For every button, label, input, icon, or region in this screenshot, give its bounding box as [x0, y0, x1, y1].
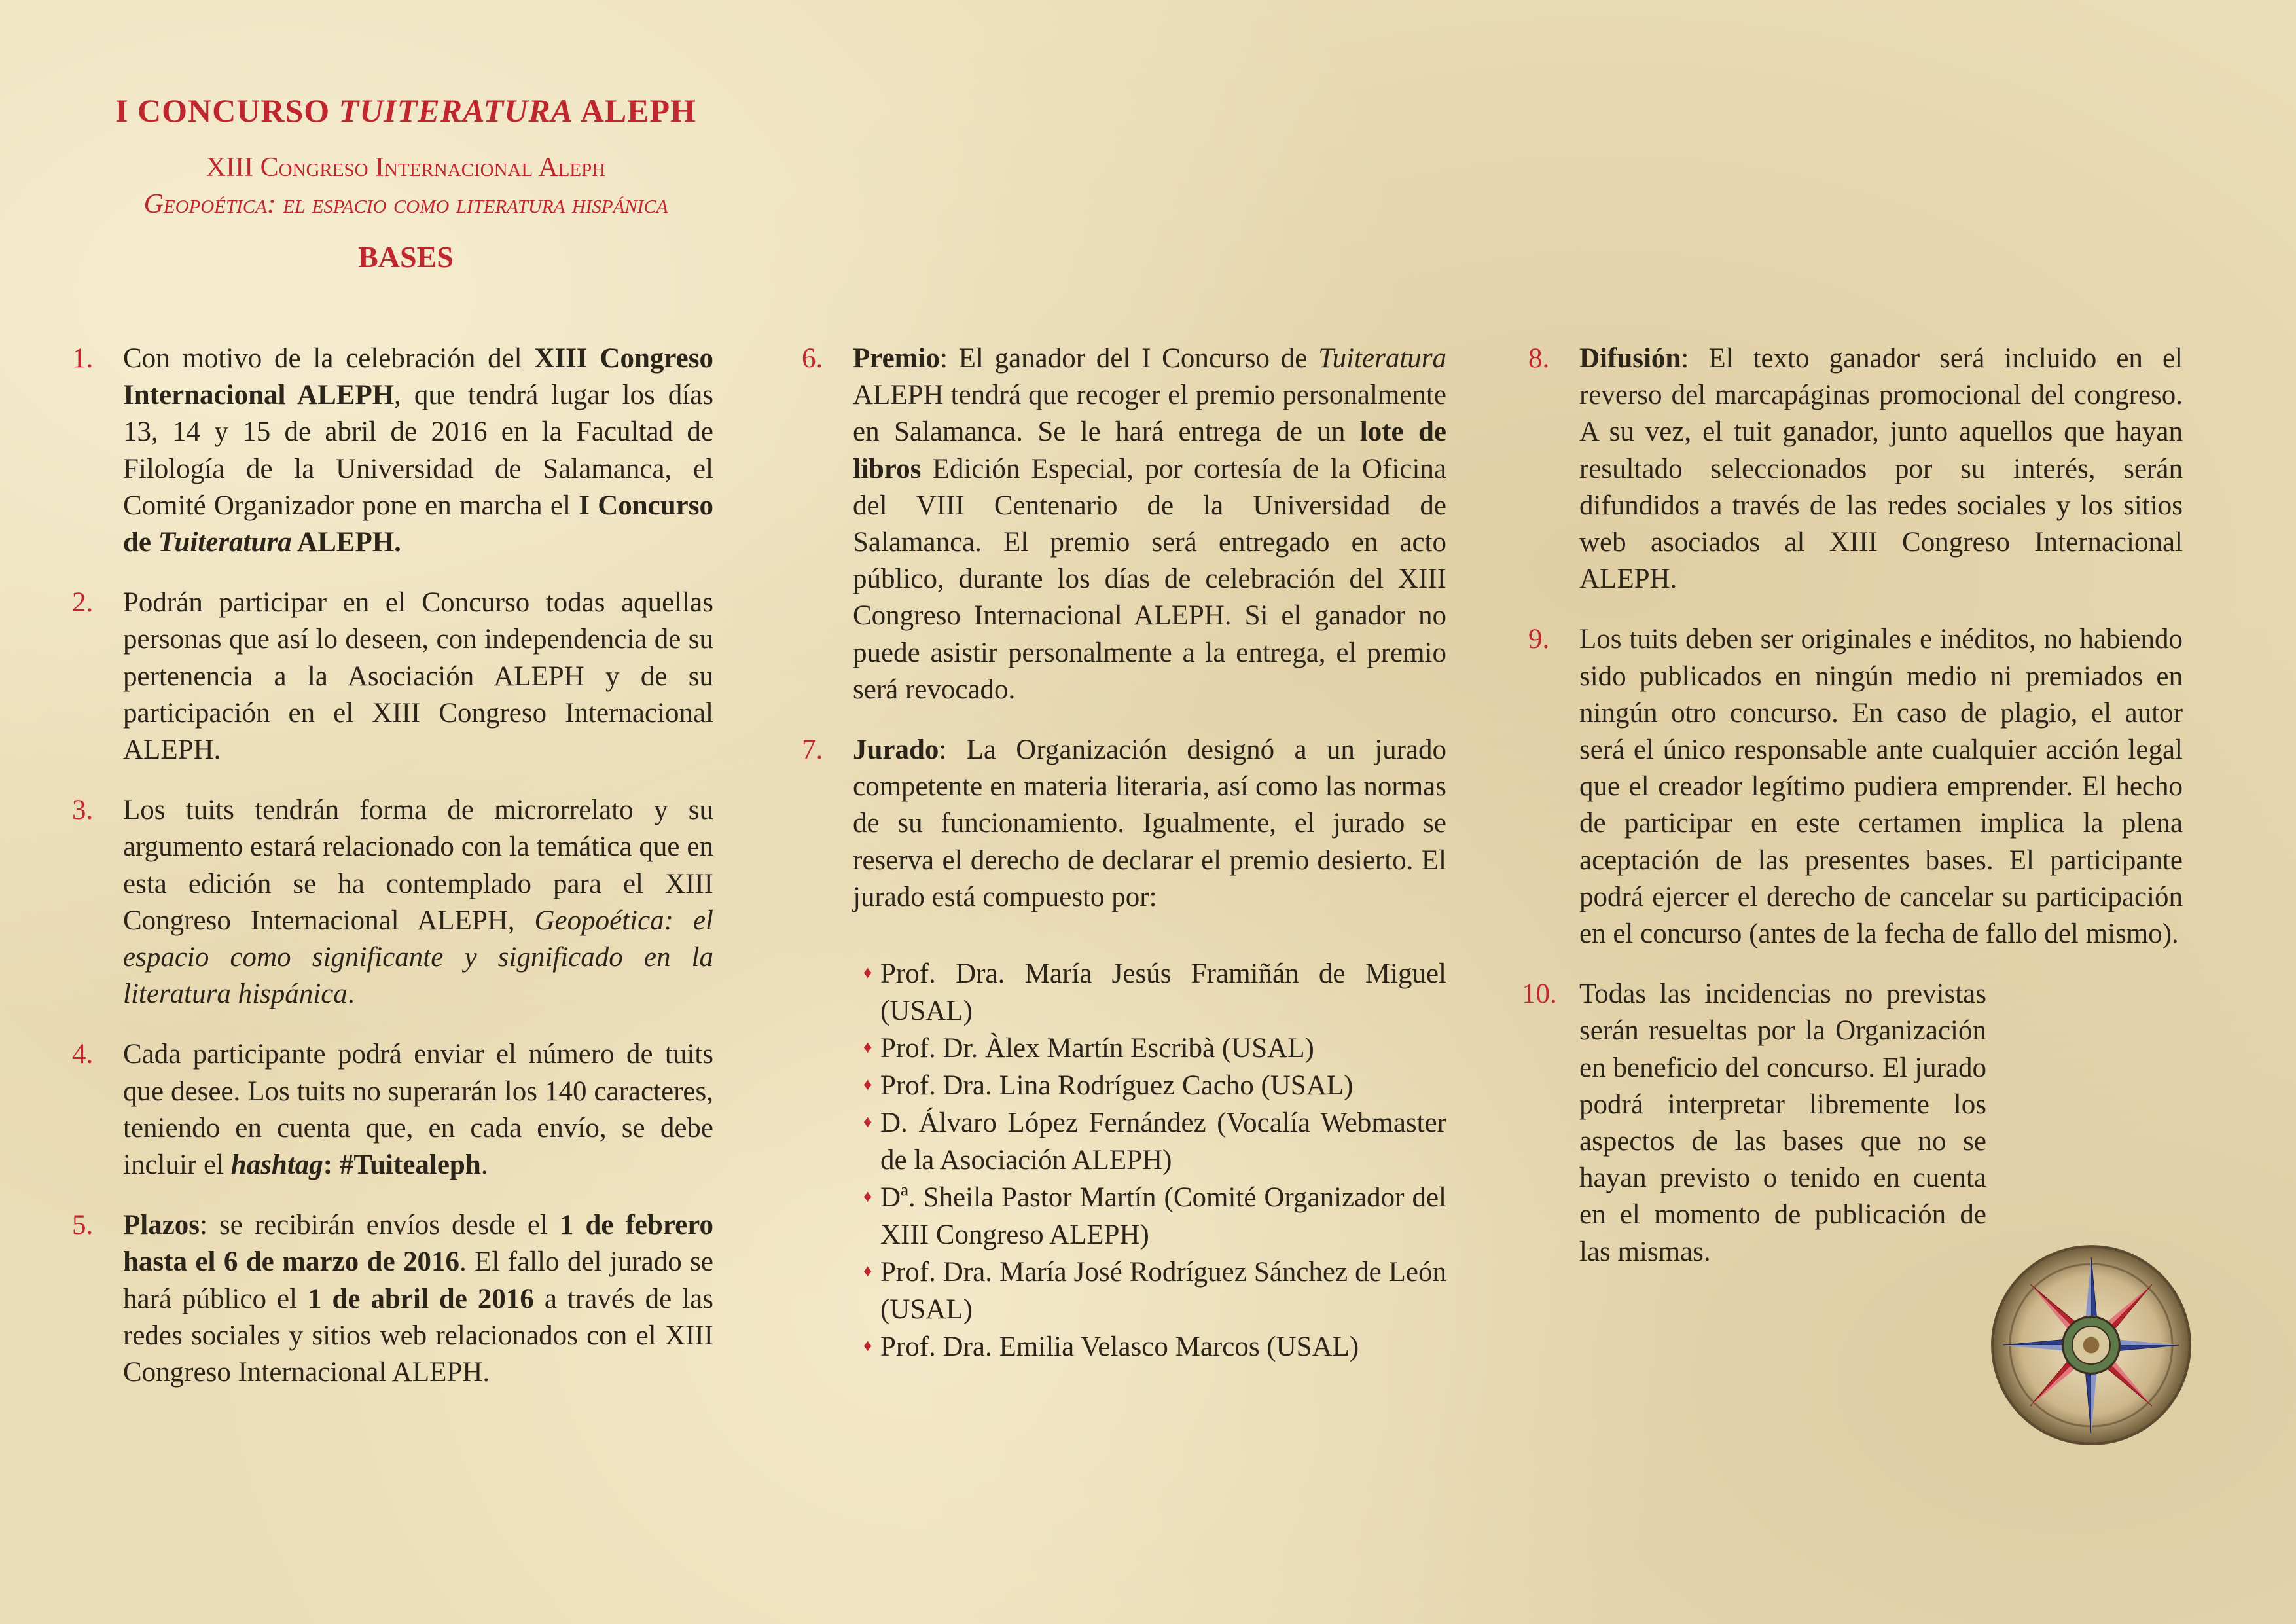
contest-title: I CONCURSO TUITERATURA ALEPH [115, 92, 696, 129]
bases-heading: BASES [358, 240, 454, 274]
column-1 [72, 340, 713, 1415]
jury-member: ♦ Prof. Dra. Emilia Velasco Marcos (USAL) [853, 1328, 1446, 1365]
rule-item-9: 9. Los tuits deben ser originales e inéditos, no habiendo sido publicados en ningún medio ni premiados en ningún otro concurso. En caso de plagio, el autor será el único responsable ante cualquier acción legal que el creador legítimo pudiera emprender. El hecho de participar en este certamen implica la plena aceptación de las presentes bases. El participante podrá ejercer el derecho de cancelar su participación en el concurso (antes de la fecha de fallo del mismo). [1528, 621, 2183, 952]
jury-member: ♦ Prof. Dr. Àlex Martín Escribà (USAL) [853, 1030, 1446, 1067]
rule-item-4: 4. Cada participante podrá enviar el número de tuits que desee. Los tuits no superarán los 140 caracteres, teniendo en cuenta que, en cada envío, se debe incluir el hashtag: #Tuitealeph. [72, 1036, 713, 1183]
jury-member: ♦ Prof. Dra. María José Rodríguez Sánchez de León (USAL) [853, 1254, 1446, 1328]
header [92, 92, 720, 274]
jury-member: ♦ Dª. Sheila Pastor Martín (Comité Organizador del XIII Congreso ALEPH) [853, 1179, 1446, 1254]
rule-item-1: 1. Con motivo de la celebración del XIII Congreso Internacional ALEPH, que tendrá lugar los días 13, 14 y 15 de abril de 2016 en la Facultad de Filología de la Universidad de Salamanca, el Comité Organizador pone en marcha el I Concurso de Tuiteratura ALEPH. [72, 340, 713, 561]
jury-member: ♦ Prof. Dra. María Jesús Framiñán de Miguel (USAL) [853, 955, 1446, 1030]
rule-item-8: 8. Difusión: El texto ganador será incluido en el reverso del marcapáginas promocional del congreso. A su vez, el tuit ganador, junto aquellos que hayan resultado seleccionados por su interés, serán difundidos a través de las redes sociales y los sitios web asociados al XIII Congreso Internacional ALEPH. [1528, 340, 2183, 598]
rule-item-5: 5. Plazos: se recibirán envíos desde el 1 de febrero hasta el 6 de marzo de 2016. El fallo del jurado se hará público el 1 de abril de 2016 a través de las redes sociales y sitios web relacionados con el XIII Congreso Internacional ALEPH. [72, 1207, 713, 1391]
congress-theme: Geopoética: el espacio como literatura hispánica [143, 189, 668, 219]
jury-member: ♦ Prof. Dra. Lina Rodríguez Cacho (USAL) [853, 1067, 1446, 1104]
column-2 [802, 340, 1446, 1389]
column-3 [1522, 340, 2183, 1294]
compass-rose-icon [1990, 1244, 2193, 1447]
rule-item-7: 7. Jurado: La Organización designó a un jurado competente en materia literaria, así como las normas de su funcionamiento. Igualmente, el jurado se reserva el derecho de declarar el premio desierto. El jurado está compuesto por: ♦ Prof. Dra. María Jesús Framiñán de Miguel (USAL) ♦ Prof. Dr. Àlex Martín Escribà (USAL) ♦ Prof. Dra. Lina Rodríguez Cacho (USAL) ♦ D. Álvaro López Fernández (Vocalía Webmaster de la Asociación ALEPH) ♦ Dª. Sheila Pastor Martín (Comité Organizador del XIII Congreso ALEPH) ♦ Prof. Dra. María José Rodríguez Sánchez de León (USAL) ♦ Prof. Dra. Emilia Velasco Marcos (USAL) [802, 732, 1446, 1365]
rule-number: 5. [72, 1210, 94, 1241]
rule-number: 10. [1522, 979, 1557, 1010]
rule-number: 3. [72, 795, 94, 826]
rule-number: 9. [1528, 624, 1550, 655]
rule-number: 4. [72, 1039, 94, 1070]
jury-list [853, 955, 1446, 1365]
rule-item-10: 10. Todas las incidencias no previstas serán resueltas por la Organización en beneficio del concurso. El jurado podrá interpretar libremente los aspectos de las bases que no se hayan previsto o tenido en cuenta en el momento de publicación de las mismas. [1528, 976, 2183, 1271]
rule-number: 1. [72, 343, 94, 374]
congress-name: XIII Congreso Internacional Aleph [206, 153, 606, 183]
jury-member: ♦ D. Álvaro López Fernández (Vocalía Webmaster de la Asociación ALEPH) [853, 1104, 1446, 1179]
rule-number: 6. [802, 343, 823, 374]
rule-item-2: 2. Podrán participar en el Concurso todas aquellas personas que así lo deseen, con independencia de su pertenencia a la Asociación ALEPH y de su participación en el XIII Congreso Internacional ALEPH. [72, 585, 713, 768]
rule-number: 7. [802, 734, 823, 766]
rule-item-3: 3. Los tuits tendrán forma de microrrelato y su argumento estará relacionado con la temática que en esta edición se ha contemplado para el XIII Congreso Internacional ALEPH, Geopoética: el espacio como significante y significado en la literatura hispánica. [72, 792, 713, 1013]
rule-item-6: 6. Premio: El ganador del I Concurso de Tuiteratura ALEPH tendrá que recoger el premio personalmente en Salamanca. Se le hará entrega de un lote de libros Edición Especial, por cortesía de la Oficina del VIII Centenario de la Universidad de Salamanca. El premio será entregado en acto público, durante los días de celebración del XIII Congreso Internacional ALEPH. Si el ganador no puede asistir personalmente a la entrega, el premio será revocado. [802, 340, 1446, 708]
rule-number: 2. [72, 587, 94, 619]
rule-number: 8. [1528, 343, 1550, 374]
